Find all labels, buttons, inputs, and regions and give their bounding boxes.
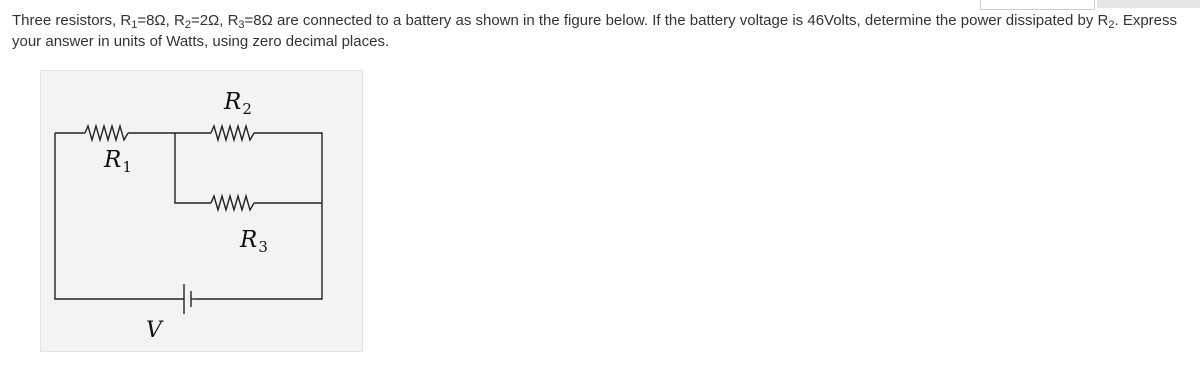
r1-label: $R_1$: [104, 147, 132, 176]
circuit-figure: [40, 70, 363, 352]
circuit-diagram: [41, 71, 364, 353]
r2-label: $R_2$: [224, 89, 252, 118]
answer-input-top[interactable]: [980, 0, 1095, 10]
r3-label: $R_3$: [240, 227, 268, 256]
wire-r2-to-right: [254, 133, 322, 203]
resistor-r3: [211, 196, 254, 210]
resistor-r1: [85, 126, 128, 140]
wire-junction-down: [175, 133, 211, 203]
battery-voltage-label: V: [146, 318, 162, 343]
resistor-r2: [211, 126, 254, 140]
question-text: Three resistors, $R_1=8\Omega$, $R_2=2\Omega$, $R_3=8\Omega$ are connected to a battery as shown in the figure below. If the battery voltage is 46Volts, determine the power dissipated by $R_2$. Express your answer in units of Watts, using zero decimal places.: [12, 12, 1178, 50]
top-button[interactable]: [1097, 0, 1200, 8]
